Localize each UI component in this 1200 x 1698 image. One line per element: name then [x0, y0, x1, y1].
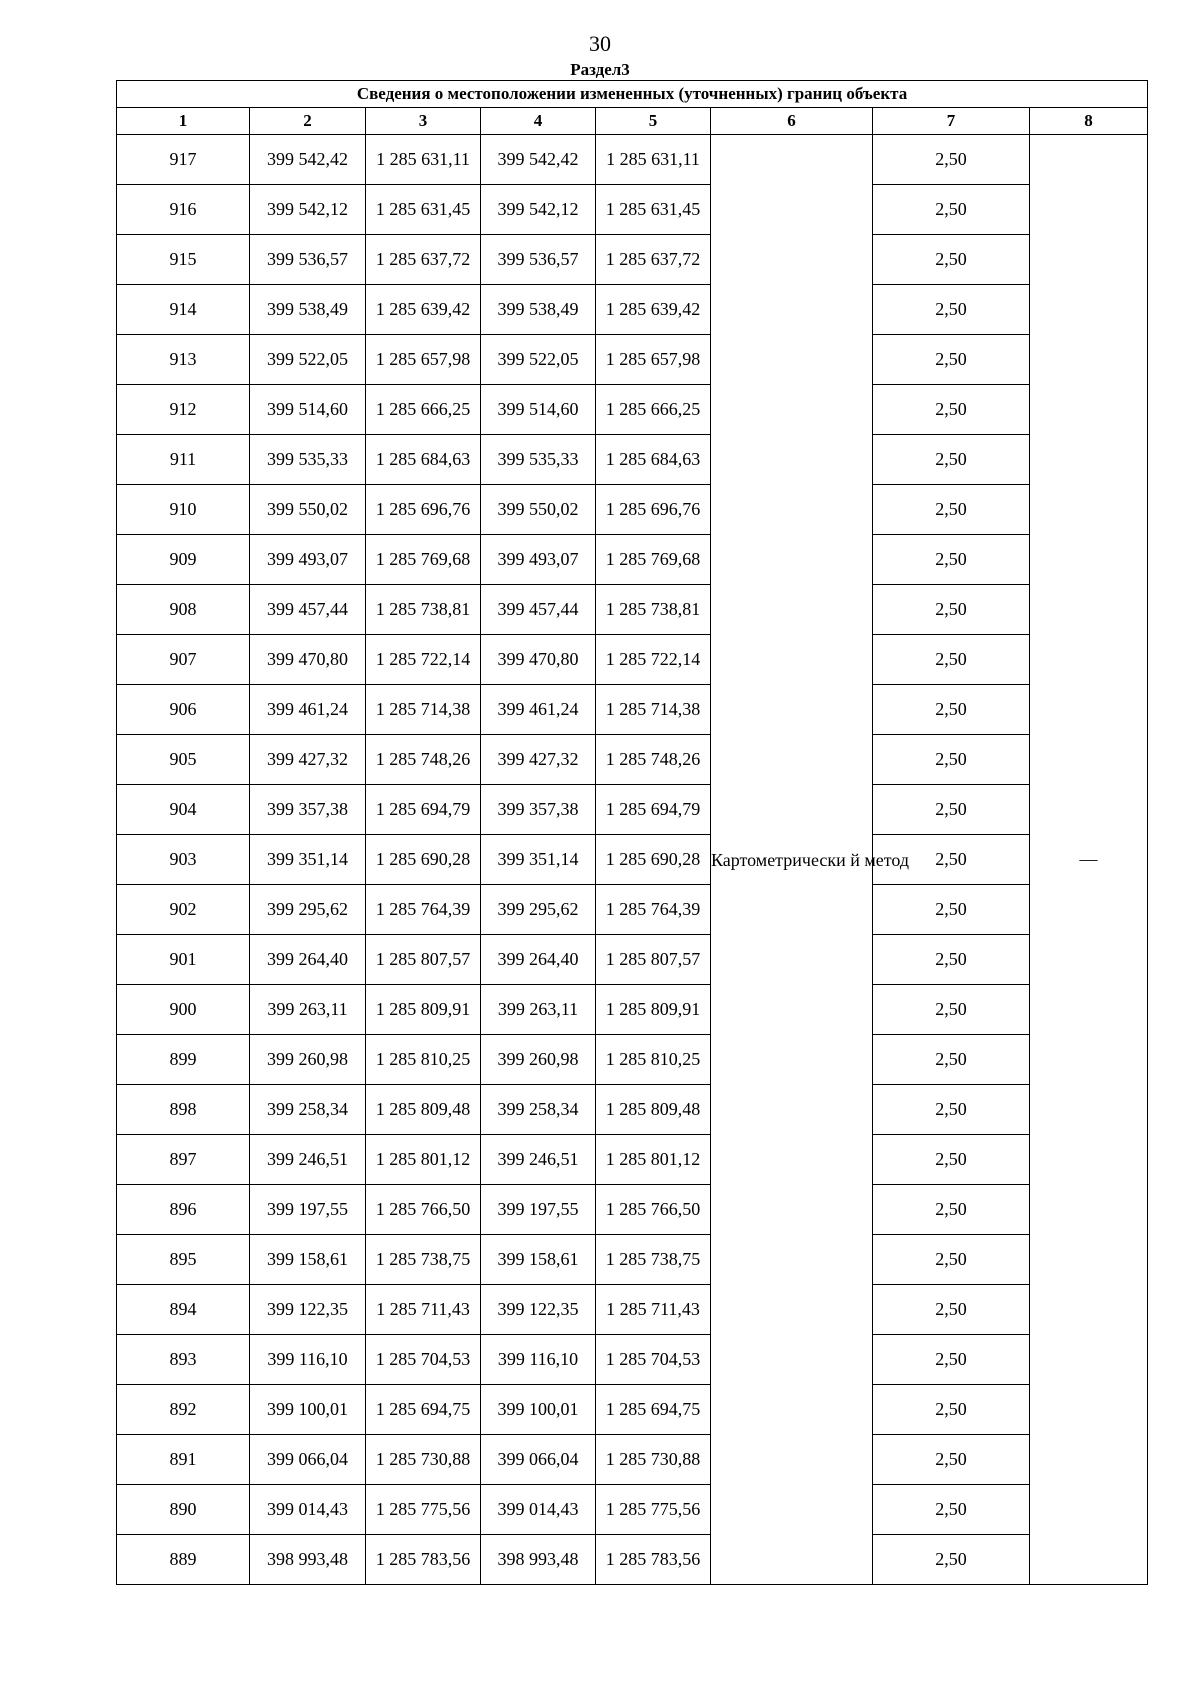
x-new-cell: 399 264,40: [481, 935, 596, 985]
x-old-cell: 399 536,57: [250, 235, 366, 285]
table-row: [117, 1285, 1148, 1335]
column-number: 5: [596, 108, 711, 135]
x-old-cell: 399 535,33: [250, 435, 366, 485]
table-row: [117, 1035, 1148, 1085]
accuracy-cell: 2,50: [873, 1385, 1030, 1435]
y-old-cell: 1 285 684,63: [366, 435, 481, 485]
x-new-cell: 399 522,05: [481, 335, 596, 385]
accuracy-cell: 2,50: [873, 585, 1030, 635]
x-old-cell: 399 457,44: [250, 585, 366, 635]
y-old-cell: 1 285 694,75: [366, 1385, 481, 1435]
accuracy-cell: 2,50: [873, 185, 1030, 235]
x-old-cell: 399 357,38: [250, 785, 366, 835]
y-new-cell: 1 285 748,26: [596, 735, 711, 785]
column-number: 7: [873, 108, 1030, 135]
table-row: [117, 535, 1148, 585]
y-new-cell: 1 285 694,75: [596, 1385, 711, 1435]
x-old-cell: 399 522,05: [250, 335, 366, 385]
accuracy-cell: 2,50: [873, 1035, 1030, 1085]
table-row: [117, 1135, 1148, 1185]
x-old-cell: 399 542,12: [250, 185, 366, 235]
y-old-cell: 1 285 769,68: [366, 535, 481, 585]
x-new-cell: 399 116,10: [481, 1335, 596, 1385]
x-new-cell: 399 066,04: [481, 1435, 596, 1485]
x-new-cell: 399 295,62: [481, 885, 596, 935]
y-old-cell: 1 285 738,81: [366, 585, 481, 635]
boundary-coordinates-table: [116, 80, 1148, 1585]
y-old-cell: 1 285 714,38: [366, 685, 481, 735]
table-row: [117, 335, 1148, 385]
accuracy-cell: 2,50: [873, 1285, 1030, 1335]
point-number-cell: 917: [117, 135, 250, 185]
table-row: [117, 885, 1148, 935]
x-old-cell: 399 246,51: [250, 1135, 366, 1185]
y-new-cell: 1 285 631,45: [596, 185, 711, 235]
y-new-cell: 1 285 807,57: [596, 935, 711, 985]
y-new-cell: 1 285 809,91: [596, 985, 711, 1035]
point-number-cell: 914: [117, 285, 250, 335]
y-new-cell: 1 285 730,88: [596, 1435, 711, 1485]
accuracy-cell: 2,50: [873, 235, 1030, 285]
x-old-cell: 399 158,61: [250, 1235, 366, 1285]
y-old-cell: 1 285 807,57: [366, 935, 481, 985]
accuracy-cell: 2,50: [873, 735, 1030, 785]
table-row: [117, 435, 1148, 485]
y-new-cell: 1 285 783,56: [596, 1535, 711, 1585]
x-old-cell: 399 295,62: [250, 885, 366, 935]
y-old-cell: 1 285 711,43: [366, 1285, 481, 1335]
x-old-cell: 399 066,04: [250, 1435, 366, 1485]
y-old-cell: 1 285 748,26: [366, 735, 481, 785]
accuracy-cell: 2,50: [873, 1185, 1030, 1235]
x-new-cell: 399 014,43: [481, 1485, 596, 1535]
x-old-cell: 399 197,55: [250, 1185, 366, 1235]
accuracy-cell: 2,50: [873, 1535, 1030, 1585]
point-number-cell: 907: [117, 635, 250, 685]
accuracy-cell: 2,50: [873, 635, 1030, 685]
x-new-cell: 399 550,02: [481, 485, 596, 535]
y-new-cell: 1 285 801,12: [596, 1135, 711, 1185]
accuracy-cell: 2,50: [873, 285, 1030, 335]
x-old-cell: 399 550,02: [250, 485, 366, 535]
x-old-cell: 399 122,35: [250, 1285, 366, 1335]
point-number-cell: 900: [117, 985, 250, 1035]
y-old-cell: 1 285 809,48: [366, 1085, 481, 1135]
x-new-cell: 399 246,51: [481, 1135, 596, 1185]
table-row: [117, 135, 1148, 185]
x-new-cell: 399 258,34: [481, 1085, 596, 1135]
point-number-cell: 895: [117, 1235, 250, 1285]
x-new-cell: 399 158,61: [481, 1235, 596, 1285]
point-number-cell: 893: [117, 1335, 250, 1385]
y-new-cell: 1 285 764,39: [596, 885, 711, 935]
table-row: [117, 1085, 1148, 1135]
accuracy-cell: 2,50: [873, 1485, 1030, 1535]
table-row: [117, 385, 1148, 435]
point-number-cell: 903: [117, 835, 250, 885]
x-new-cell: 399 427,32: [481, 735, 596, 785]
x-new-cell: 399 263,11: [481, 985, 596, 1035]
x-new-cell: 399 536,57: [481, 235, 596, 285]
accuracy-cell: 2,50: [873, 1085, 1030, 1135]
x-old-cell: 399 542,42: [250, 135, 366, 185]
column-number: 6: [711, 108, 873, 135]
page-number: 30: [589, 31, 611, 56]
y-old-cell: 1 285 722,14: [366, 635, 481, 685]
table-row: [117, 1235, 1148, 1285]
x-old-cell: 399 538,49: [250, 285, 366, 335]
point-number-cell: 911: [117, 435, 250, 485]
point-number-cell: 916: [117, 185, 250, 235]
y-new-cell: 1 285 809,48: [596, 1085, 711, 1135]
x-new-cell: 399 493,07: [481, 535, 596, 585]
x-old-cell: 399 258,34: [250, 1085, 366, 1135]
x-new-cell: 399 197,55: [481, 1185, 596, 1235]
column-number: 4: [481, 108, 596, 135]
x-new-cell: 399 100,01: [481, 1385, 596, 1435]
accuracy-cell: 2,50: [873, 1335, 1030, 1385]
point-number-cell: 901: [117, 935, 250, 985]
x-new-cell: 399 538,49: [481, 285, 596, 335]
y-old-cell: 1 285 764,39: [366, 885, 481, 935]
y-old-cell: 1 285 631,11: [366, 135, 481, 185]
accuracy-cell: 2,50: [873, 685, 1030, 735]
accuracy-cell: 2,50: [873, 985, 1030, 1035]
y-old-cell: 1 285 766,50: [366, 1185, 481, 1235]
y-new-cell: 1 285 639,42: [596, 285, 711, 335]
table-row: [117, 1385, 1148, 1435]
point-number-cell: 899: [117, 1035, 250, 1085]
x-old-cell: 399 427,32: [250, 735, 366, 785]
point-number-cell: 912: [117, 385, 250, 435]
table-row: [117, 935, 1148, 985]
y-old-cell: 1 285 704,53: [366, 1335, 481, 1385]
y-new-cell: 1 285 694,79: [596, 785, 711, 835]
point-number-cell: 897: [117, 1135, 250, 1185]
table-row: [117, 785, 1148, 835]
y-old-cell: 1 285 738,75: [366, 1235, 481, 1285]
y-new-cell: 1 285 738,81: [596, 585, 711, 635]
x-old-cell: 399 461,24: [250, 685, 366, 735]
point-number-cell: 892: [117, 1385, 250, 1435]
x-old-cell: 399 260,98: [250, 1035, 366, 1085]
accuracy-cell: 2,50: [873, 435, 1030, 485]
table-row: [117, 585, 1148, 635]
x-old-cell: 399 100,01: [250, 1385, 366, 1435]
x-new-cell: 399 461,24: [481, 685, 596, 735]
x-old-cell: 399 014,43: [250, 1485, 366, 1535]
accuracy-cell: 2,50: [873, 1435, 1030, 1485]
y-new-cell: 1 285 810,25: [596, 1035, 711, 1085]
accuracy-cell: 2,50: [873, 785, 1030, 835]
x-old-cell: 399 116,10: [250, 1335, 366, 1385]
point-number-cell: 904: [117, 785, 250, 835]
point-number-cell: 905: [117, 735, 250, 785]
point-number-cell: 910: [117, 485, 250, 535]
x-old-cell: 399 493,07: [250, 535, 366, 585]
x-new-cell: 399 542,42: [481, 135, 596, 185]
accuracy-cell: 2,50: [873, 535, 1030, 585]
table-row: [117, 485, 1148, 535]
y-old-cell: 1 285 694,79: [366, 785, 481, 835]
y-new-cell: 1 285 684,63: [596, 435, 711, 485]
x-new-cell: 399 542,12: [481, 185, 596, 235]
x-old-cell: 399 263,11: [250, 985, 366, 1035]
table-row: [117, 685, 1148, 735]
y-new-cell: 1 285 631,11: [596, 135, 711, 185]
y-old-cell: 1 285 657,98: [366, 335, 481, 385]
table-row: [117, 1335, 1148, 1385]
table-row: [117, 835, 1148, 885]
point-number-cell: 906: [117, 685, 250, 735]
x-new-cell: 399 260,98: [481, 1035, 596, 1085]
point-number-cell: 902: [117, 885, 250, 935]
y-new-cell: 1 285 666,25: [596, 385, 711, 435]
y-old-cell: 1 285 690,28: [366, 835, 481, 885]
accuracy-cell: 2,50: [873, 485, 1030, 535]
table-row: [117, 285, 1148, 335]
y-old-cell: 1 285 639,42: [366, 285, 481, 335]
x-new-cell: 398 993,48: [481, 1535, 596, 1585]
y-new-cell: 1 285 657,98: [596, 335, 711, 385]
y-new-cell: 1 285 637,72: [596, 235, 711, 285]
point-number-cell: 894: [117, 1285, 250, 1335]
point-number-cell: 915: [117, 235, 250, 285]
table-row: [117, 235, 1148, 285]
table-row: [117, 1435, 1148, 1485]
y-new-cell: 1 285 722,14: [596, 635, 711, 685]
y-old-cell: 1 285 801,12: [366, 1135, 481, 1185]
table-row: [117, 185, 1148, 235]
point-number-cell: 891: [117, 1435, 250, 1485]
y-new-cell: 1 285 766,50: [596, 1185, 711, 1235]
section-title: Раздел3: [570, 60, 630, 79]
y-old-cell: 1 285 696,76: [366, 485, 481, 535]
accuracy-cell: 2,50: [873, 1235, 1030, 1285]
table-body: [117, 135, 1148, 1585]
table-row: [117, 1535, 1148, 1585]
point-number-cell: 908: [117, 585, 250, 635]
table-row: [117, 635, 1148, 685]
point-number-cell: 889: [117, 1535, 250, 1585]
table-row: [117, 1485, 1148, 1535]
x-new-cell: 399 514,60: [481, 385, 596, 435]
x-old-cell: 399 470,80: [250, 635, 366, 685]
method-cell: Картометрически й метод: [711, 135, 873, 1585]
x-old-cell: 399 264,40: [250, 935, 366, 985]
y-old-cell: 1 285 730,88: [366, 1435, 481, 1485]
x-new-cell: 399 357,38: [481, 785, 596, 835]
y-old-cell: 1 285 783,56: [366, 1535, 481, 1585]
y-new-cell: 1 285 704,53: [596, 1335, 711, 1385]
y-new-cell: 1 285 711,43: [596, 1285, 711, 1335]
accuracy-cell: 2,50: [873, 935, 1030, 985]
x-new-cell: 399 351,14: [481, 835, 596, 885]
accuracy-cell: 2,50: [873, 335, 1030, 385]
accuracy-cell: 2,50: [873, 835, 1030, 885]
column-number: 1: [117, 108, 250, 135]
y-new-cell: 1 285 775,56: [596, 1485, 711, 1535]
x-new-cell: 399 122,35: [481, 1285, 596, 1335]
accuracy-cell: 2,50: [873, 885, 1030, 935]
point-number-cell: 896: [117, 1185, 250, 1235]
y-new-cell: 1 285 738,75: [596, 1235, 711, 1285]
y-new-cell: 1 285 769,68: [596, 535, 711, 585]
y-old-cell: 1 285 775,56: [366, 1485, 481, 1535]
column-number: 2: [250, 108, 366, 135]
y-old-cell: 1 285 809,91: [366, 985, 481, 1035]
x-new-cell: 399 470,80: [481, 635, 596, 685]
point-number-cell: 909: [117, 535, 250, 585]
y-old-cell: 1 285 637,72: [366, 235, 481, 285]
x-old-cell: 399 351,14: [250, 835, 366, 885]
column-number: 8: [1030, 108, 1148, 135]
y-old-cell: 1 285 810,25: [366, 1035, 481, 1085]
accuracy-cell: 2,50: [873, 385, 1030, 435]
table-row: [117, 1185, 1148, 1235]
x-old-cell: 398 993,48: [250, 1535, 366, 1585]
x-new-cell: 399 457,44: [481, 585, 596, 635]
accuracy-cell: 2,50: [873, 135, 1030, 185]
column-number: 3: [366, 108, 481, 135]
column-8-dash-cell: —: [1030, 135, 1148, 1585]
x-new-cell: 399 535,33: [481, 435, 596, 485]
point-number-cell: 913: [117, 335, 250, 385]
table-row: [117, 735, 1148, 785]
y-old-cell: 1 285 631,45: [366, 185, 481, 235]
table-row: [117, 985, 1148, 1035]
y-new-cell: 1 285 690,28: [596, 835, 711, 885]
table-caption: Сведения о местоположении измененных (уточненных) границ объекта: [117, 81, 1148, 108]
column-number-row: [117, 108, 1148, 135]
accuracy-cell: 2,50: [873, 1135, 1030, 1185]
y-old-cell: 1 285 666,25: [366, 385, 481, 435]
y-new-cell: 1 285 714,38: [596, 685, 711, 735]
y-new-cell: 1 285 696,76: [596, 485, 711, 535]
point-number-cell: 890: [117, 1485, 250, 1535]
x-old-cell: 399 514,60: [250, 385, 366, 435]
point-number-cell: 898: [117, 1085, 250, 1135]
